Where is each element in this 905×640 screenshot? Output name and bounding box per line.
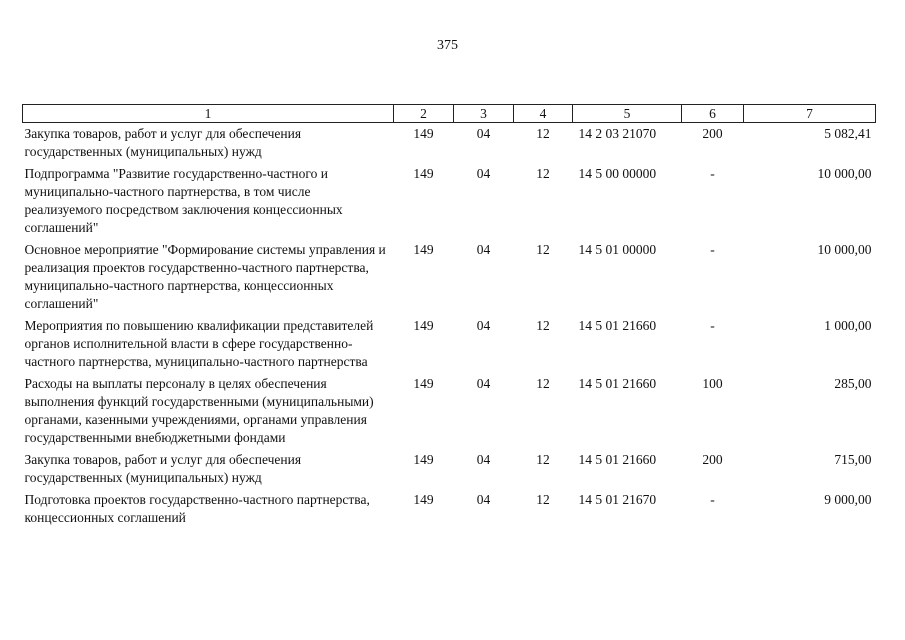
expense-type-code: -	[710, 166, 715, 181]
target-article-code: 14 5 01 21660	[578, 452, 657, 467]
subsection-code: 12	[536, 452, 550, 467]
ministry-code: 149	[413, 126, 434, 141]
table-header-row	[23, 105, 876, 123]
table-row	[23, 239, 876, 315]
column-header-2: 2	[394, 105, 454, 123]
amount: 10 000,00	[817, 242, 872, 257]
expense-type-code: -	[710, 318, 715, 333]
table-row	[23, 315, 876, 373]
amount: 10 000,00	[817, 166, 872, 181]
section-code: 04	[476, 318, 491, 333]
amount: 715,00	[834, 452, 872, 467]
subsection-code: 12	[536, 376, 550, 391]
amount: 285,00	[834, 376, 872, 391]
expense-type-code: 200	[702, 126, 723, 141]
section-code: 04	[476, 492, 491, 507]
expense-name: Закупка товаров, работ и услуг для обеспечения государственных (муниципальных) нужд	[24, 452, 302, 485]
budget-table	[22, 104, 876, 529]
amount: 9 000,00	[824, 492, 872, 507]
column-header-3: 3	[454, 105, 514, 123]
subsection-code: 12	[536, 242, 550, 257]
table-row	[23, 123, 876, 164]
subsection-code: 12	[536, 318, 550, 333]
section-code: 04	[476, 376, 491, 391]
section-code: 04	[476, 126, 491, 141]
column-header-1: 1	[23, 105, 394, 123]
expense-name: Подготовка проектов государственно-частного партнерства, концессионных соглашений	[24, 492, 370, 525]
ministry-code: 149	[413, 376, 434, 391]
target-article-code: 14 5 00 00000	[578, 166, 657, 181]
section-code: 04	[476, 452, 491, 467]
column-header-5: 5	[573, 105, 682, 123]
ministry-code: 149	[413, 492, 434, 507]
ministry-code: 149	[413, 318, 434, 333]
column-header-7: 7	[744, 105, 876, 123]
table-row	[23, 489, 876, 529]
ministry-code: 149	[413, 452, 434, 467]
section-code: 04	[476, 242, 491, 257]
target-article-code: 14 5 01 21660	[578, 318, 657, 333]
target-article-code: 14 5 01 21670	[578, 492, 657, 507]
target-article-code: 14 5 01 00000	[578, 242, 657, 257]
expense-type-code: 100	[702, 376, 723, 391]
amount: 5 082,41	[824, 126, 872, 141]
expense-name: Основное мероприятие "Формирование системы управления и реализация проектов государственно-частного партнерства, муниципально-частного партнерства, концессионных соглашений"	[24, 242, 386, 311]
column-header-6: 6	[682, 105, 744, 123]
subsection-code: 12	[536, 166, 550, 181]
amount: 1 000,00	[824, 318, 872, 333]
target-article-code: 14 5 01 21660	[578, 376, 657, 391]
expense-type-code: 200	[702, 452, 723, 467]
expense-name: Подпрограмма "Развитие государственно-частного и муниципально-частного партнерства, в том числе реализуемого посредством заключения концессионных соглашений"	[24, 166, 343, 235]
ministry-code: 149	[413, 242, 434, 257]
expense-name: Расходы на выплаты персоналу в целях обеспечения выполнения функций государственными (муниципальными) органами, казенными учреждениями, органами управления государственными внебюджетными фондами	[24, 376, 374, 445]
expense-type-code: -	[710, 242, 715, 257]
table-row	[23, 163, 876, 239]
table-row	[23, 373, 876, 449]
expense-name: Мероприятия по повышению квалификации представителей органов исполнительной власти в сфере государственно-частного партнерства, муниципально-частного партнерства	[24, 318, 374, 369]
subsection-code: 12	[536, 492, 550, 507]
expense-name: Закупка товаров, работ и услуг для обеспечения государственных (муниципальных) нужд	[24, 126, 302, 159]
ministry-code: 149	[413, 166, 434, 181]
page-number: 375	[437, 38, 458, 53]
section-code: 04	[476, 166, 491, 181]
table-row	[23, 449, 876, 489]
column-header-4: 4	[514, 105, 573, 123]
expense-type-code: -	[710, 492, 715, 507]
subsection-code: 12	[536, 126, 550, 141]
target-article-code: 14 2 03 21070	[578, 126, 657, 141]
